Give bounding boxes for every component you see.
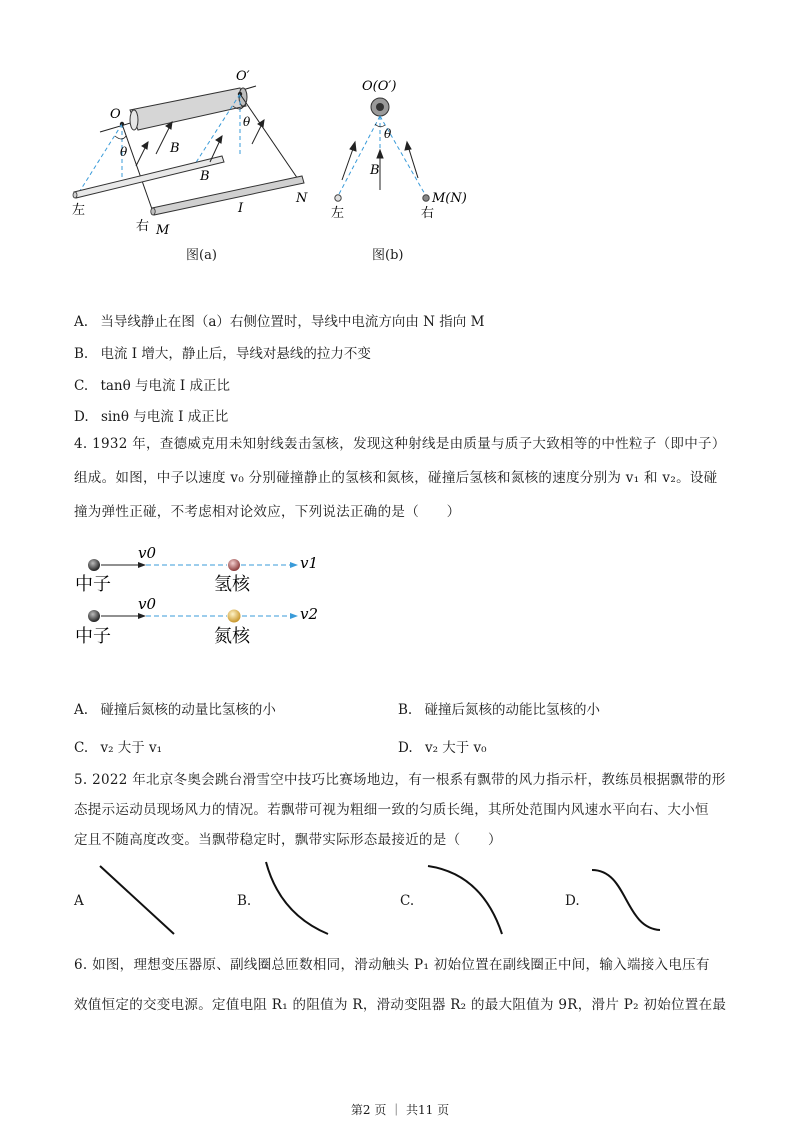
q4-line-2: 组成。如图，中子以速度 v₀ 分别碰撞静止的氢核和氮核，碰撞后氢核和氮核的速度分别为 v₁ 和 v₂。设碰 [74, 470, 718, 486]
q4-collision-diagram [72, 538, 332, 656]
q4-option-a [74, 698, 276, 718]
label-left: 左 [72, 203, 86, 218]
label-M-N: M(N) [432, 191, 467, 206]
q6-line-2: 效值恒定的交变电源。定值电阻 R₁ 的阻值为 R，滑动变阻器 R₂ 的最大阻值为 9R，滑片 P₂ 初始位置在最 [74, 997, 727, 1013]
q5-option-d-letter: D. [565, 893, 580, 909]
q3-option-c [74, 374, 230, 394]
label-theta-b: θ [384, 127, 392, 141]
option-text: 碰撞后氮核的动量比氢核的小 [100, 702, 276, 718]
option-letter: B. [74, 346, 89, 362]
label-theta-right: θ [243, 115, 251, 129]
option-text: sinθ 与电流 I 成正比 [100, 409, 229, 425]
label-B2: B [200, 169, 210, 184]
q5-option-a-letter: A [74, 893, 84, 909]
label-B1: B [170, 141, 180, 156]
q5-option-a-curve [96, 862, 180, 938]
option-letter: C. [74, 378, 89, 394]
option-letter: C. [74, 740, 89, 756]
option-text: 电流 I 增大，静止后，导线对悬线的拉力不变 [100, 346, 371, 362]
label-B-b: B [370, 163, 380, 178]
neutron-label-row2: 中子 [75, 626, 111, 647]
q5-stem [74, 765, 734, 855]
q6-stem [74, 950, 734, 1020]
figure-a-caption: 图(a) [186, 248, 217, 263]
q5-option-b-letter: B. [237, 893, 252, 909]
option-text: 碰撞后氮核的动能比氢核的小 [424, 702, 601, 718]
option-letter: B. [398, 702, 413, 718]
option-letter: D. [74, 409, 89, 425]
page-footer: 第2 页 ｜ 共11 页 [350, 1103, 450, 1117]
q3-option-b [74, 342, 371, 362]
q6-line-1: 6. 如图，理想变压器原、副线圈总匝数相同，滑动触头 P₁ 初始位置在副线圈正中间，输入端接入电压有 [74, 957, 710, 973]
v1-label: v1 [300, 554, 319, 572]
label-theta-left: θ [120, 145, 128, 159]
label-I: I [238, 201, 244, 216]
option-letter: A. [74, 702, 89, 718]
option-text: v₂ 大于 v₁ [100, 740, 163, 756]
option-text: 当导线静止在图（a）右侧位置时，导线中电流方向由 N 指向 M [100, 314, 485, 330]
option-letter: A. [74, 314, 89, 330]
q4-line-3: 撞为弹性正碰，不考虑相对论效应，下列说法正确的是（ ） [74, 504, 461, 520]
figure-b-caption: 图(b) [372, 248, 404, 263]
nitrogen-label: 氮核 [214, 626, 250, 647]
label-O-prime: O′ [236, 69, 250, 84]
q4-stem [74, 429, 734, 527]
option-text: v₂ 大于 v₀ [424, 740, 487, 756]
v0-label-row2: v0 [138, 595, 157, 613]
v0-label-row1: v0 [138, 544, 157, 562]
hydrogen-label: 氢核 [214, 574, 250, 595]
label-M: M [156, 223, 170, 238]
option-text: tanθ 与电流 I 成正比 [100, 378, 230, 394]
q5-line-1: 5. 2022 年北京冬奥会跳台滑雪空中技巧比赛场地边，有一根系有飘带的风力指示杆，教练员根据飘带的形 [74, 772, 726, 788]
q3-option-a [74, 310, 484, 330]
label-O-O-prime: O(O′) [362, 79, 397, 94]
q5-line-2: 态提示运动员现场风力的情况。若飘带可视为粗细一致的匀质长绳，其所处范围内风速水平向右、大小恒 [74, 802, 709, 818]
q5-option-c-letter: C. [400, 893, 415, 909]
q4-option-c [74, 736, 162, 756]
q4-option-d [398, 736, 487, 756]
figure-a [60, 62, 320, 252]
q4-line-1: 4. 1932 年，查德威克用未知射线轰击氢核，发现这种射线是由质量与质子大致相等的中性粒子（即中子） [74, 436, 726, 452]
figure-b [318, 72, 467, 222]
label-right-b: 右 [421, 206, 435, 221]
option-letter: D. [398, 740, 413, 756]
neutron-label-row1: 中子 [75, 574, 111, 595]
q4-option-b [398, 698, 600, 718]
q5-option-c-curve [424, 862, 508, 938]
label-left-b: 左 [331, 206, 345, 221]
q3-option-d [74, 405, 228, 425]
q5-option-d-curve [588, 866, 664, 934]
v2-label: v2 [300, 605, 319, 623]
q5-line-3: 定且不随高度改变。当飘带稳定时，飘带实际形态最接近的是（ ） [74, 832, 502, 848]
q5-option-b-curve [262, 858, 332, 938]
label-right: 右 [136, 219, 150, 234]
label-N: N [296, 191, 308, 206]
label-O: O [110, 107, 121, 122]
